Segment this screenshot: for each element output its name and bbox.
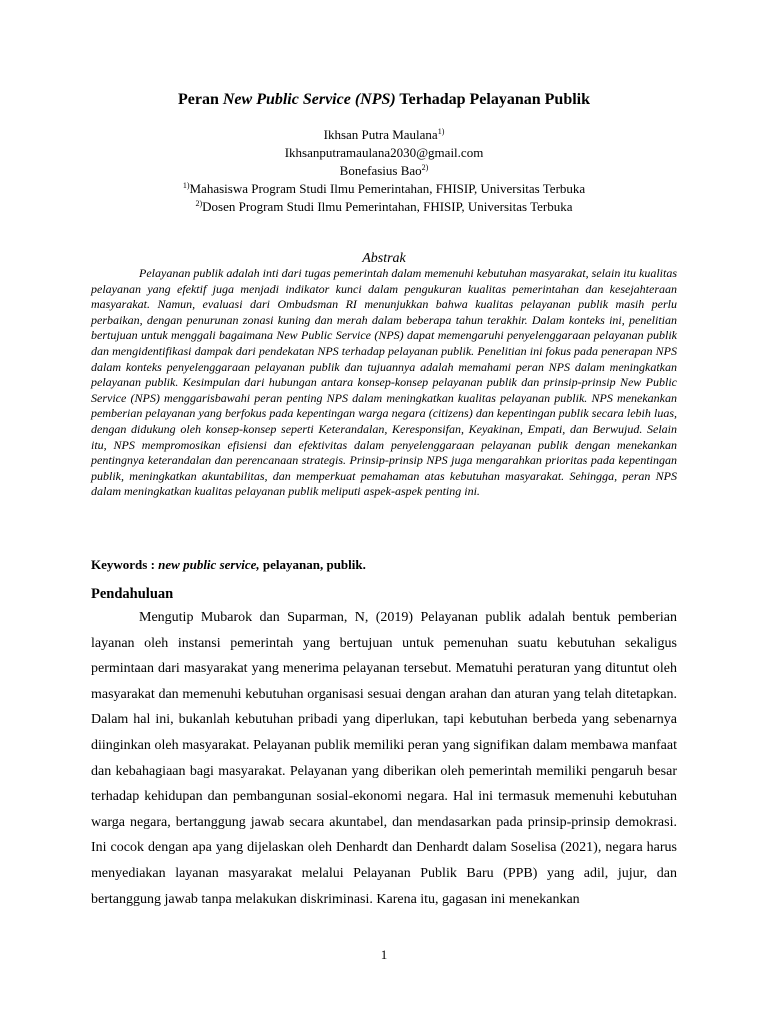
title-prefix: Peran bbox=[177, 91, 223, 108]
author-block bbox=[60, 126, 708, 216]
paper-title bbox=[60, 90, 708, 110]
author-mark: 1) bbox=[437, 127, 445, 136]
intro-paragraph: Mengutip Mubarok dan Suparman, N, (2019) Pelayanan publik adalah bentuk pemberian layanan oleh instansi pemerintah yang bertujuan untuk pemenuhan suatu kebutuhan sekaligus permintaan dari masyarakat yang menerima pelayanan tersebut. Mematuhi peraturan yang dituntut oleh masyarakat dan memenuhi kebutuhan organisasi sesuai dengan arahan dan aturan yang telah ditetapkan. Dalam hal ini, bukanlah kebutuhan pribadi yang diperlukan, tapi kebutuhan berbeda yang sebenarnya diinginkan oleh masyarakat. Pelayanan publik memiliki peran yang signifikan dalam membawa manfaat dan kebahagiaan bagi masyarakat. Pelayanan yang diberikan oleh pemerintah memiliki pengaruh besar terhadap kehidupan dan pembangunan sosial-ekonomi negara. Hal ini termasuk memenuhi kebutuhan warga negara, bertanggung jawab secara akuntabel, dan mendasarkan pada prinsip-prinsip demokrasi. Ini cocok dengan apa yang dijelaskan oleh Denhardt dan Denhardt dalam Soselisa (2021), negara harus menyediakan layanan masyarakat melalui Pelayanan Publik Baru (PPB) yang adil, jujur, dan bertanggung jawab tanpa melakukan diskriminasi. Karena itu, gagasan ini menekankan bbox=[91, 610, 677, 907]
keywords-label: Keywords : bbox=[91, 557, 159, 572]
author-name: Ikhsan Putra Maulana bbox=[323, 127, 438, 142]
author-email: Ikhsanputramaulana2030@gmail.com bbox=[284, 145, 484, 160]
keywords-rest: pelayanan, publik. bbox=[259, 557, 366, 572]
abstract-heading: Abstrak bbox=[362, 251, 406, 266]
title-italic: New Public Service (NPS) bbox=[222, 91, 396, 108]
author-mark: 2) bbox=[421, 163, 429, 172]
affiliation-mark: 2) bbox=[195, 199, 203, 208]
affiliation-text: Mahasiswa Program Studi Ilmu Pemerintahan, FHISIP, Universitas Terbuka bbox=[189, 181, 586, 196]
affiliation-mark: 1) bbox=[182, 181, 190, 190]
keywords-line bbox=[91, 556, 677, 574]
page-number: 1 bbox=[380, 947, 388, 962]
affiliation-text: Dosen Program Studi Ilmu Pemerintahan, FHISIP, Universitas Terbuka bbox=[202, 199, 573, 214]
abstract-text: Pelayanan publik adalah inti dari tugas pemerintah dalam memenuhi kebutuhan masyarakat, selain itu kualitas pelayanan yang efektif juga menjadi indikator kunci dalam pengukuran kualitas pemerintahan dan kesejahteraan masyarakat. Namun, evaluasi dari Ombudsman RI menunjukkan bahwa kualitas pelayanan publik masih perlu perbaikan, dengan penurunan zonasi kuning dan merah dalam beberapa tahun terakhir. Dalam konteks ini, penelitian bertujuan untuk menggali bagaimana New Public Service (NPS) dapat memengaruhi penyelenggaraan pelayanan publik dan mengidentifikasi dampak dari pendekatan NPS terhadap pelayanan publik. Penelitian ini fokus pada penerapan NPS dalam konteks penyelenggaraan pelayanan publik dan tujuannya adalah memahami peran NPS dalam meningkatkan pelayanan publik. Kesimpulan dari hubungan antara konsep-konsep pelayanan publik dan prinsip-prinsip New Public Service (NPS) menggarisbawahi peran penting NPS dalam meningkatkan kualitas pelayanan publik. NPS menekankan pemberian pelayanan yang berfokus pada kepentingan warga negara (citizens) dan kepentingan publik secara lebih luas, dengan didukung oleh konsep-konsep seperti Keterandalan, Keresponsifan, Keyakinan, Empati, dan Berwujud. Selain itu, NPS mempromosikan efisiensi dan efektivitas dalam penyelenggaraan pelayanan publik dengan menekankan pentingnya keterandalan dan perencanaan strategis. Prinsip-prinsip NPS juga mengarahkan prioritas pada kepentingan publik, meningkatkan akuntabilitas, dan memperkuat pemahaman atas kebutuhan masyarakat. Sehingga, peran NPS dalam meningkatkan kualitas pelayanan publik meliputi aspek-aspek penting ini. bbox=[91, 266, 677, 499]
keywords-italic: new public service, bbox=[158, 557, 260, 572]
affiliation-1 bbox=[60, 180, 708, 198]
author-line-1 bbox=[60, 126, 708, 144]
author-line-2 bbox=[60, 162, 708, 180]
section-heading: Pendahuluan bbox=[91, 586, 174, 602]
affiliation-2 bbox=[60, 198, 708, 216]
author-name: Bonefasius Bao bbox=[339, 163, 422, 178]
title-suffix: Terhadap Pelayanan Publik bbox=[395, 91, 591, 108]
